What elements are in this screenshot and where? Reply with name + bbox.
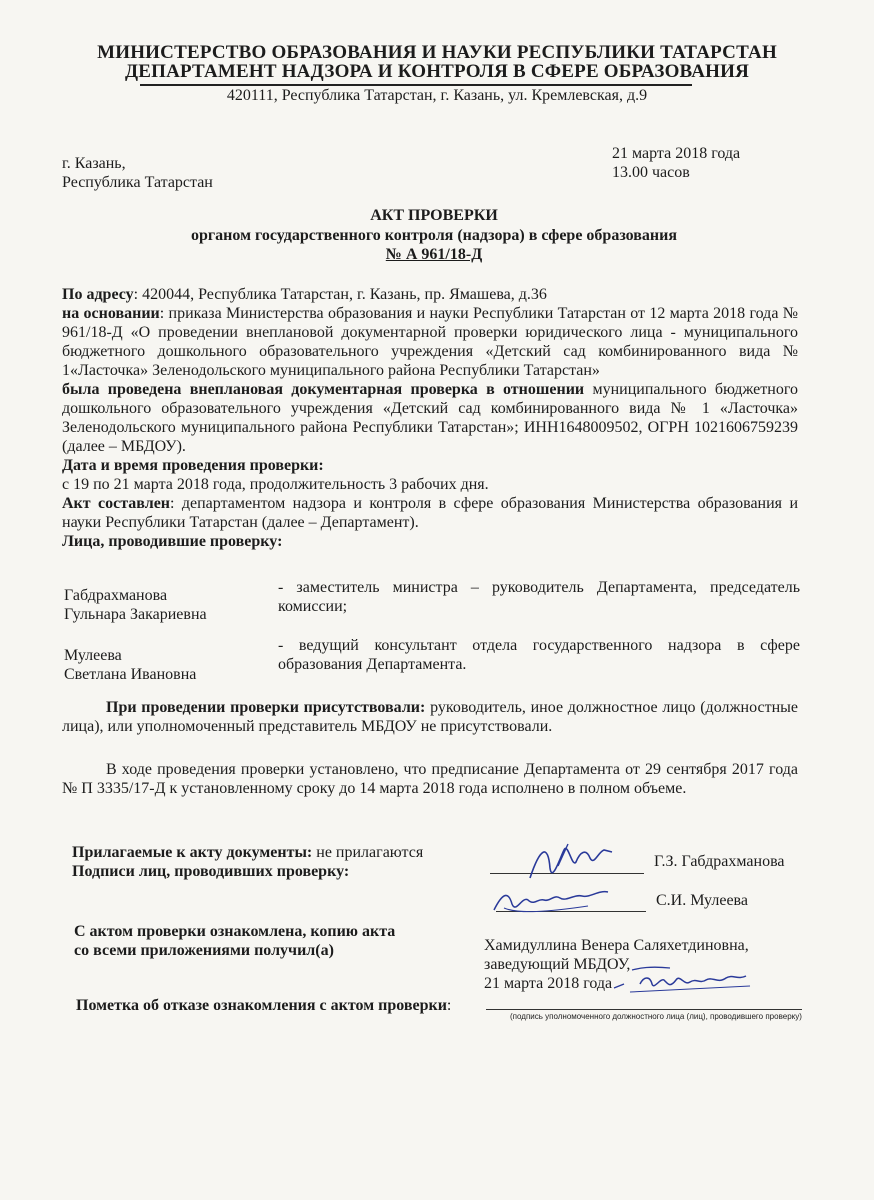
header-address: 420111, Республика Татарстан, г. Казань, ул. Кремлевская, д.9 [226, 87, 648, 104]
signature-1-scribble [520, 838, 620, 884]
compiled-label: Акт составлен [62, 495, 171, 512]
signatures-label: Подписи лиц, проводивших проверку: [72, 863, 350, 880]
inspection-text: муниципального бюджетного дошкольного образовательного учреждения «Детский сад комбинированного вида № 1 «Ласточка» Зеленодольского муниципального района Республики Татарстан»; ИНН1648009502, ОГРН 1021606759239 (далее – МБДОУ). [62, 381, 798, 455]
attachments-text: не прилагаются [312, 844, 424, 861]
person-1-role: - заместитель министра – руководитель Департамента, председатель комиссии; [278, 579, 800, 615]
attachments-line [72, 843, 423, 862]
attachments-label: Прилагаемые к акту документы: [72, 844, 313, 861]
acknowledgement-label: С актом проверки ознакомлена, копию акта со всеми приложениями получил(а) [74, 923, 396, 959]
act-number [60, 246, 808, 264]
person-1-name: Габдрахманова Гульнара Закариевна [64, 587, 207, 623]
signer-1-name: Г.З. Габдрахманова [654, 853, 785, 870]
signer-2-name: С.И. Мулеева [656, 892, 748, 909]
place-block [62, 154, 213, 192]
inspection-label: была проведена внеплановая документарная проверка в отношении [62, 381, 585, 398]
datetime-block [612, 144, 740, 182]
refusal-signature-line [486, 1009, 802, 1010]
act-time: 13.00 часов [612, 164, 690, 181]
inspection-paragraph [62, 380, 798, 456]
person-2-role: - ведущий консультант отдела государственного надзора в сфере образования Департамента. [278, 637, 800, 673]
place-city: г. Казань, [62, 155, 126, 172]
header-rule [140, 84, 692, 86]
act-subtitle: органом государственного контроля (надзора) в сфере образования [191, 227, 677, 244]
ack-date: 21 марта 2018 года [484, 975, 613, 992]
act-number-text: № А 961/18-Д [385, 246, 483, 263]
act-body [62, 285, 798, 551]
presence-paragraph [62, 698, 798, 736]
persons-list [64, 579, 800, 686]
address-paragraph [62, 285, 798, 304]
place-region: Республика Татарстан [62, 174, 213, 191]
persons-label: Лица, проводившие проверку: [62, 533, 283, 550]
compiled-paragraph [62, 494, 798, 532]
basis-label: на основании [62, 305, 160, 322]
refusal-caption: (подпись уполномоченного должностного лица (лиц), проводившего проверку) [510, 1012, 802, 1021]
compiled-text: : департаментом надзора и контроля в сфере образования Министерства образования и науки Республики Татарстан (далее – Департамент). [62, 495, 799, 531]
person-2-name: Мулеева Светлана Ивановна [64, 647, 197, 683]
ack-person-position: заведующий МБДОУ, [484, 956, 631, 973]
presence-label: При проведении проверки присутствовали: [106, 699, 426, 716]
ministry-title: МИНИСТЕРСТВО ОБРАЗОВАНИЯ И НАУКИ РЕСПУБЛИКИ ТАТАРСТАН [97, 42, 777, 63]
dates-text: с 19 по 21 марта 2018 года, продолжительность 3 рабочих дня. [62, 476, 489, 493]
ack-person-name: Хамидуллина Венера Саляхетдиновна, [484, 937, 749, 954]
act-title: АКТ ПРОВЕРКИ [370, 207, 498, 224]
address-text: : 420044, Республика Татарстан, г. Казань, пр. Ямашева, д.36 [133, 286, 547, 303]
presence-text: руководитель, иное должностное лицо (должностные лица), или уполномоченный представитель МБДОУ не присутствовали. [62, 699, 798, 735]
refusal-label: Пометка об отказе ознакомления с актом проверки: [76, 997, 452, 1014]
basis-text: : приказа Министерства образования и науки Республики Татарстан от 12 марта 2018 года № 961/18-Д «О проведении внеплановой документарной проверки юридического лица - муниципального бюджетного дошкольного образовательного учреждения «Детский сад комбинированного вида № 1«Ласточка» Зеленодольского муниципального района Республики Татарстан» [62, 305, 798, 379]
signature-3-scribble [610, 962, 760, 1002]
signature-2-scribble [488, 880, 618, 920]
department-title: ДЕПАРТАМЕНТ НАДЗОРА И КОНТРОЛЯ В СФЕРЕ ОБРАЗОВАНИЯ [124, 61, 750, 82]
address-label: По адресу [62, 286, 134, 303]
act-date: 21 марта 2018 года [612, 145, 741, 162]
basis-paragraph [62, 304, 798, 380]
dates-label: Дата и время проведения проверки: [62, 457, 324, 474]
finding-text: В ходе проведения проверки установлено, что предписание Департамента от 29 сентября 2017 года № П 3335/17-Д к установленному сроку до 14 марта 2018 года исполнено в полном объеме. [62, 761, 798, 797]
finding-paragraph [62, 760, 798, 798]
